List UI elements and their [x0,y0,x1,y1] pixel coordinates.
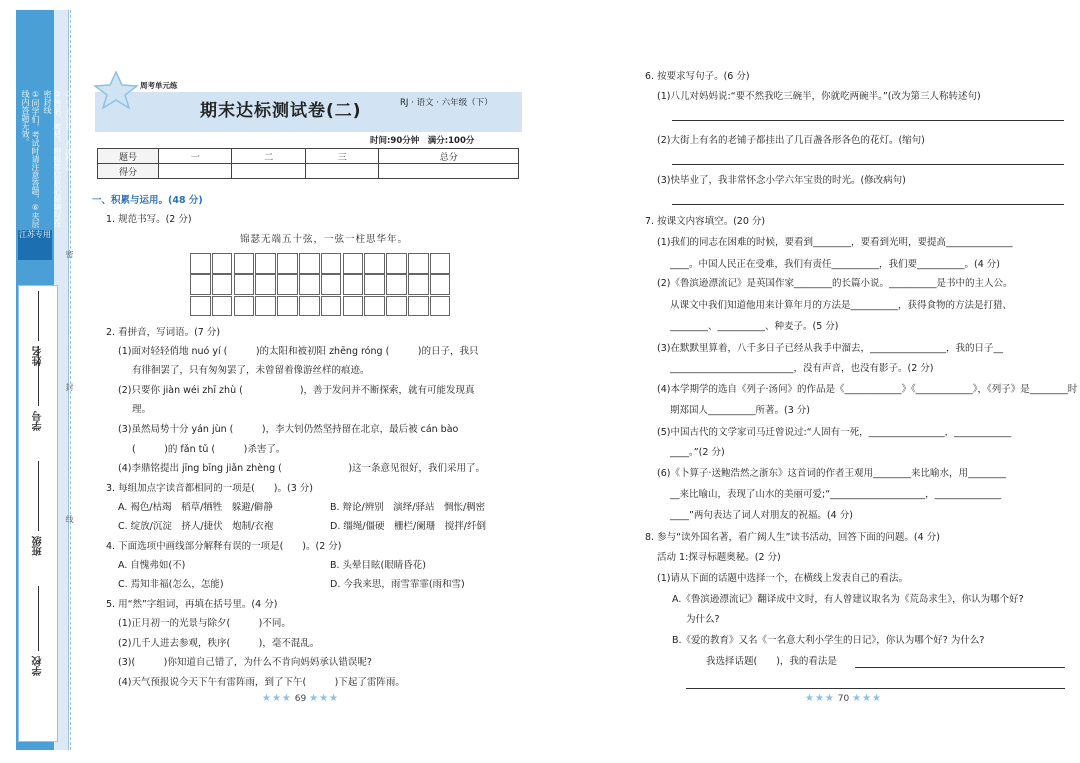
copy-text: 锦瑟无端五十弦，一弦一柱思华年。 [240,234,409,245]
grid-cell[interactable] [364,274,385,295]
score-cell[interactable] [305,164,378,179]
page-number: 69 [294,694,307,704]
score-cell[interactable] [379,164,519,179]
grid-cell[interactable] [190,274,211,295]
score-cell[interactable] [159,164,232,179]
grid-cell[interactable] [212,274,233,295]
score-header-cell: 二 [232,149,305,164]
writing-grid[interactable] [190,253,452,317]
question-8: 8. 参与“读外国名著，看广阔人生”读书活动，回答下面的问题。(4 分) [645,532,940,543]
q5-line: (2)几千人进去参观，秩序( )，毫不混乱。 [118,638,320,649]
stars-icon: ★★★ [805,693,835,704]
grade-label: RJ · 语文 · 六年级（下） [400,98,493,108]
score-row-label: 得分 [98,164,159,179]
number-field-label: 学号 [33,411,44,431]
grid-cell[interactable] [321,253,342,274]
answer-line[interactable] [855,667,1065,668]
grid-cell[interactable] [255,274,276,295]
grid-cell[interactable] [255,253,276,274]
score-header-cell: 总分 [379,149,519,164]
q7-line: 从课文中我们知道他用来计算年月的方法是__________，获得食物的方法是打猎、 [670,300,1013,311]
section-heading: 一、积累与运用。(48 分) [92,195,203,206]
grid-cell[interactable] [234,274,255,295]
question-7: 7. 按课文内容填空。(20 分) [645,216,766,227]
grid-cell[interactable] [212,253,233,274]
strip-tab: 江苏专用 [18,230,52,260]
q7-line: (2)《鲁滨逊漂流记》是英国作家________的长篇小说。__________是书中的主人公。 [657,278,1013,289]
grid-cell[interactable] [386,253,407,274]
q3-option: A. 褐色/枯竭 稻草/牺牲 躲避/僻静 [118,502,273,513]
q2-line: (1)面对轻轻俏地 nuó yí ( )的太阳和被初阳 zhēng róng ( )的日子，我只 [118,346,479,357]
q3-option: C. 绽放/沉淀 挤人/捷伏 炮制/衣袍 [118,521,274,532]
page-footer-right [805,693,882,704]
grid-cell[interactable] [277,296,298,317]
grid-cell[interactable] [343,296,364,317]
q5-line: (4)天气预报说今天下午有雷阵雨，到了下午( )下起了雷阵雨。 [118,677,405,688]
q7-line: (1)我们的同志在困难的时候，要看到________，要看到光明，要提高______________ [657,237,1013,248]
grid-cell[interactable] [299,274,320,295]
q7-line: __来比喻山，表现了山水的美丽可爱;“____________________，______________ [670,489,1002,500]
grid-cell[interactable] [408,274,429,295]
name-field-label: 姓名 [33,346,44,366]
grid-cell[interactable] [234,253,255,274]
score-table-header [98,149,519,164]
class-field[interactable] [38,461,39,531]
q7-line: 期郑国人__________所著。(3 分) [670,405,810,416]
strip-notes [20,90,74,230]
grid-cell[interactable] [386,274,407,295]
answer-line[interactable] [672,204,1064,205]
q2-line: 理。 [132,404,152,415]
grid-cell[interactable] [364,253,385,274]
grid-cell[interactable] [364,296,385,317]
page-title: 期末达标测试卷(二) [200,101,362,121]
grid-cell[interactable] [408,253,429,274]
grid-cell[interactable] [190,296,211,317]
class-field-label: 班级 [33,536,44,556]
q6-line: (2)大街上有名的老铺子都挂出了几百盏各形各色的花灯。(缩句) [657,135,925,146]
q3-option: D. 缰绳/僵硬 栅栏/阑珊 搅拌/纤倒 [330,521,486,532]
q5-line: (1)正月初一的光景与除夕( )不同。 [118,618,291,629]
q2-line: (2)只要你 jiàn wéi zhī zhù ( )，善于发问并不断探索，就有可能发现真 [118,385,475,396]
q7-line: ____。”(2 分) [670,447,725,458]
grid-cell[interactable] [343,274,364,295]
q2-line: (3)虽然局势十分 yán jùn ( )，李大钊仍然坚持留在北京，最后被 cán bào [118,424,459,435]
q6-line: (1)八儿对妈妈说:“要不然我吃三碗半，你就吃两碗半。”(改为第三人称转述句) [657,91,981,102]
strip-note: ①同学们，考试时请注意答题，⑥夹层线内答题无效。 [21,90,40,228]
page-footer-left [262,693,339,704]
score-header-cell: 题号 [98,149,159,164]
question-5: 5. 用“然”字组词，再填在括号里。(4 分) [106,599,278,610]
q4-option: A. 自愧弗如(不) [118,560,186,571]
score-table-row [98,164,519,179]
q8-line: 活动 1:探寻标题奥秘。(2 分) [657,552,781,563]
q8-line: 为什么? [686,614,720,625]
star-logo-icon [92,70,140,110]
q5-line: (3)( )你知道自己错了，为什么不肯向妈妈承认错误呢? [118,657,372,668]
q2-line: (4)李鼎铭提出 jīng bīng jiǎn zhèng ( )这一条意见很好，我们采用了。 [118,463,486,474]
q7-line: (6)《卜算子·送鲍浩然之浙东》这首词的作者王观用________来比喻水，用________ [657,468,1006,479]
school-field-label: 学校 [33,656,44,676]
grid-cell[interactable] [234,296,255,317]
cut-line [70,10,71,750]
student-info-box [18,285,58,742]
cut-mark: 封 [65,383,74,391]
stars-icon: ★★★ [852,693,883,704]
grid-cell[interactable] [190,253,211,274]
q8-line: (1)请从下面的话题中选择一个，在横线上发表自己的看法。 [657,573,908,584]
q8-line: B.《爱的教育》又名《一名意大利小学生的日记》，你认为哪个好? 为什么? [672,635,985,646]
q7-line: (3)在默默里算着，八千多日子已经从我手中溜去，________________，我的日子__ [657,343,1003,354]
answer-line[interactable] [686,688,1065,689]
page-number: 70 [837,694,850,704]
grid-cell[interactable] [277,253,298,274]
stars-icon: ★★★ [309,693,340,704]
q7-line: ____”两句表达了词人对朋友的祝福。(4 分) [670,510,853,521]
grid-cell[interactable] [430,296,451,317]
grid-cell[interactable] [255,296,276,317]
series-label: 周考单元练 [140,81,178,90]
q7-line: ____。中国人民正在受难，我们有责任__________，我们要__________。(4 分) [670,259,1000,270]
strip-note: ②姓名、考号、班级等信息必须填写在密封线 [43,90,62,227]
q7-line: (5)中国古代的文学家司马迁曾说过:“人固有一死，________________，____________ [657,427,1012,438]
score-cell[interactable] [232,164,305,179]
question-6: 6. 按要求写句子。(6 分) [645,71,750,82]
q7-line: ________、__________、种麦子。(5 分) [670,321,839,332]
q8-line: A.《鲁滨逊漂流记》翻译成中文时，有人曾建议取名为《荒岛求生》，你认为哪个好? [672,594,1024,605]
school-field[interactable] [38,586,39,651]
grid-cell[interactable] [212,296,233,317]
grid-cell[interactable] [277,274,298,295]
q4-option: B. 头晕目眩(眼睛昏花) [330,560,426,571]
cut-mark: 密 [65,250,74,258]
question-4: 4. 下面选项中画线部分解释有误的一项是( )。(2 分) [106,541,342,552]
question-2: 2. 看拼音，写词语。(7 分) [106,327,221,338]
q7-line: (4)本学期学的选自《列子·汤问》的作品是《____________》《____________》，《列子》是________时 [657,384,1078,395]
q3-option: B. 辩论/辨别 演绎/驿站 惆怅/稠密 [330,502,486,513]
grid-cell[interactable] [408,296,429,317]
q2-line: 有徘徊罢了，只有匆匆罢了，未曾留着像游丝样的痕迹。 [132,365,370,376]
score-header-cell: 一 [159,149,232,164]
stars-icon: ★★★ [262,693,292,704]
answer-line[interactable] [672,164,1064,165]
grid-cell[interactable] [343,253,364,274]
cut-mark: 线 [65,515,74,523]
score-table [97,148,519,179]
strip-note: ③字迹清楚，卷面整洁 [65,90,74,171]
q6-line: (3)快毕业了，我非常怀念小学六年宝贵的时光。(修改病句) [657,175,906,186]
q8-line: 我选择话题( )，我的看法是 [706,656,837,667]
time-score-label: 时间:90分钟 满分:100分 [370,136,475,146]
grid-cell[interactable] [321,274,342,295]
grid-cell[interactable] [430,253,451,274]
name-field[interactable] [38,291,39,341]
q7-line: __________________________，没有声音，也没有影子。(2 分) [670,363,934,374]
grid-cell[interactable] [299,253,320,274]
q4-option: D. 今我来思，雨雪霏霏(雨和雪) [330,579,465,590]
grid-cell[interactable] [321,296,342,317]
grid-cell[interactable] [386,296,407,317]
grid-cell[interactable] [430,274,451,295]
answer-line[interactable] [672,120,1064,121]
score-header-cell: 三 [305,149,378,164]
q4-option: C. 焉知非福(怎么，怎能) [118,579,224,590]
grid-cell[interactable] [299,296,320,317]
question-1: 1. 规范书写。(2 分) [106,214,192,225]
q2-line: ( )的 fǎn tǔ ( )杀害了。 [132,444,286,455]
question-3: 3. 每组加点字读音都相同的一项是( )。(3 分) [106,483,313,494]
